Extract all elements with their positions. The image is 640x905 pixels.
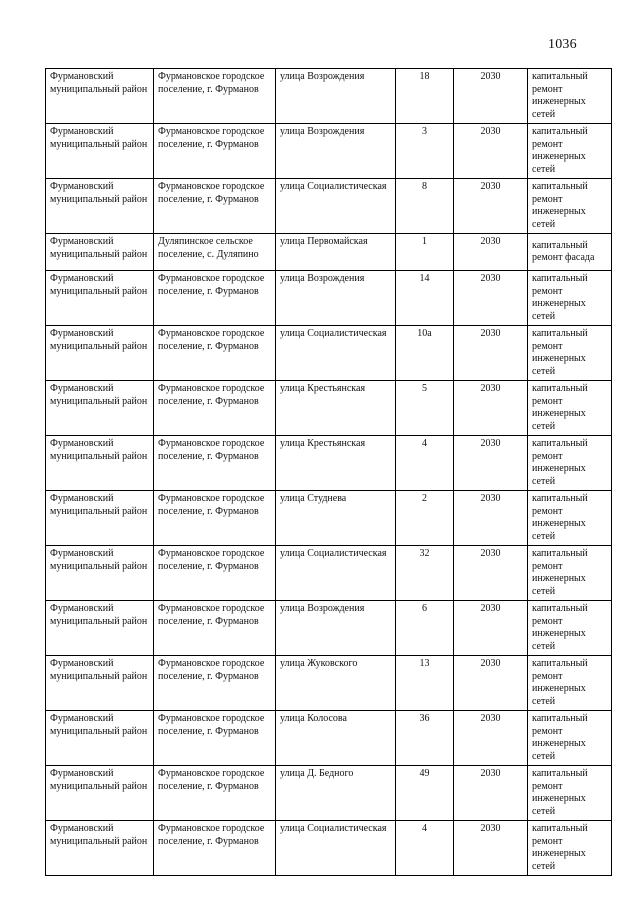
- work-type-cell: капитальный ремонт инженерных сетей: [528, 491, 612, 546]
- district-cell: Фурмановский муниципальный район: [46, 546, 154, 601]
- year-cell: 2030: [454, 711, 528, 766]
- repair-schedule-table: [45, 68, 612, 876]
- settlement-cell: Фурмановское городское поселение, г. Фурманов: [154, 656, 276, 711]
- settlement-cell: Фурмановское городское поселение, г. Фурманов: [154, 326, 276, 381]
- work-type-cell: капитальный ремонт инженерных сетей: [528, 601, 612, 656]
- year-cell: 2030: [454, 381, 528, 436]
- table-row: [46, 326, 612, 381]
- street-cell: улица Студнева: [276, 491, 396, 546]
- work-type-cell: капитальный ремонт инженерных сетей: [528, 656, 612, 711]
- street-cell: улица Социалистическая: [276, 179, 396, 234]
- settlement-cell: Фурмановское городское поселение, г. Фурманов: [154, 69, 276, 124]
- year-cell: 2030: [454, 326, 528, 381]
- settlement-cell: Фурмановское городское поселение, г. Фурманов: [154, 179, 276, 234]
- district-cell: Фурмановский муниципальный район: [46, 69, 154, 124]
- house-number-cell: 5: [396, 381, 454, 436]
- district-cell: Фурмановский муниципальный район: [46, 601, 154, 656]
- year-cell: 2030: [454, 821, 528, 876]
- work-type-cell: капитальный ремонт инженерных сетей: [528, 326, 612, 381]
- settlement-cell: Фурмановское городское поселение, г. Фурманов: [154, 491, 276, 546]
- settlement-cell: Фурмановское городское поселение, г. Фурманов: [154, 821, 276, 876]
- street-cell: улица Крестьянская: [276, 436, 396, 491]
- table-row: [46, 821, 612, 876]
- district-cell: Фурмановский муниципальный район: [46, 711, 154, 766]
- street-cell: улица Социалистическая: [276, 821, 396, 876]
- house-number-cell: 10а: [396, 326, 454, 381]
- table-row: [46, 436, 612, 491]
- house-number-cell: 36: [396, 711, 454, 766]
- house-number-cell: 8: [396, 179, 454, 234]
- street-cell: улица Колосова: [276, 711, 396, 766]
- table-row: [46, 271, 612, 326]
- page-number: 1036: [548, 37, 577, 52]
- street-cell: улица Возрождения: [276, 601, 396, 656]
- house-number-cell: 3: [396, 124, 454, 179]
- settlement-cell: Фурмановское городское поселение, г. Фурманов: [154, 546, 276, 601]
- work-type-cell: капитальный ремонт инженерных сетей: [528, 821, 612, 876]
- house-number-cell: 2: [396, 491, 454, 546]
- house-number-cell: 32: [396, 546, 454, 601]
- settlement-cell: Фурмановское городское поселение, г. Фурманов: [154, 381, 276, 436]
- district-cell: Фурмановский муниципальный район: [46, 381, 154, 436]
- year-cell: 2030: [454, 234, 528, 271]
- table-row: [46, 179, 612, 234]
- settlement-cell: Фурмановское городское поселение, г. Фурманов: [154, 271, 276, 326]
- street-cell: улица Первомайская: [276, 234, 396, 271]
- settlement-cell: Фурмановское городское поселение, г. Фурманов: [154, 766, 276, 821]
- work-type-cell: капитальный ремонт инженерных сетей: [528, 69, 612, 124]
- district-cell: Фурмановский муниципальный район: [46, 179, 154, 234]
- year-cell: 2030: [454, 656, 528, 711]
- street-cell: улица Крестьянская: [276, 381, 396, 436]
- street-cell: улица Возрождения: [276, 124, 396, 179]
- table-row: [46, 491, 612, 546]
- year-cell: 2030: [454, 179, 528, 234]
- year-cell: 2030: [454, 766, 528, 821]
- house-number-cell: 4: [396, 821, 454, 876]
- year-cell: 2030: [454, 271, 528, 326]
- work-type-cell: капитальный ремонт инженерных сетей: [528, 271, 612, 326]
- settlement-cell: Фурмановское городское поселение, г. Фурманов: [154, 711, 276, 766]
- table-row: [46, 656, 612, 711]
- year-cell: 2030: [454, 436, 528, 491]
- house-number-cell: 49: [396, 766, 454, 821]
- work-type-cell: капитальный ремонт инженерных сетей: [528, 766, 612, 821]
- table-row: [46, 381, 612, 436]
- work-type-cell: капитальный ремонт инженерных сетей: [528, 124, 612, 179]
- house-number-cell: 4: [396, 436, 454, 491]
- district-cell: Фурмановский муниципальный район: [46, 234, 154, 271]
- district-cell: Фурмановский муниципальный район: [46, 124, 154, 179]
- house-number-cell: 6: [396, 601, 454, 656]
- work-type-cell: капитальный ремонт инженерных сетей: [528, 179, 612, 234]
- settlement-cell: Дуляпинское сельское поселение, с. Дуляпино: [154, 234, 276, 271]
- district-cell: Фурмановский муниципальный район: [46, 491, 154, 546]
- table-row: [46, 766, 612, 821]
- district-cell: Фурмановский муниципальный район: [46, 271, 154, 326]
- house-number-cell: 13: [396, 656, 454, 711]
- house-number-cell: 1: [396, 234, 454, 271]
- settlement-cell: Фурмановское городское поселение, г. Фурманов: [154, 436, 276, 491]
- table-row: [46, 69, 612, 124]
- table-row: [46, 711, 612, 766]
- district-cell: Фурмановский муниципальный район: [46, 766, 154, 821]
- table-row: [46, 234, 612, 271]
- table-row: [46, 601, 612, 656]
- street-cell: улица Жуковского: [276, 656, 396, 711]
- district-cell: Фурмановский муниципальный район: [46, 821, 154, 876]
- settlement-cell: Фурмановское городское поселение, г. Фурманов: [154, 601, 276, 656]
- table-row: [46, 546, 612, 601]
- street-cell: улица Социалистическая: [276, 546, 396, 601]
- street-cell: улица Д. Бедного: [276, 766, 396, 821]
- district-cell: Фурмановский муниципальный район: [46, 656, 154, 711]
- year-cell: 2030: [454, 491, 528, 546]
- work-type-cell: капитальный ремонт инженерных сетей: [528, 546, 612, 601]
- work-type-cell: капитальный ремонт инженерных сетей: [528, 381, 612, 436]
- year-cell: 2030: [454, 546, 528, 601]
- table-row: [46, 124, 612, 179]
- year-cell: 2030: [454, 69, 528, 124]
- house-number-cell: 14: [396, 271, 454, 326]
- house-number-cell: 18: [396, 69, 454, 124]
- work-type-cell: капитальный ремонт инженерных сетей: [528, 711, 612, 766]
- street-cell: улица Возрождения: [276, 69, 396, 124]
- street-cell: улица Возрождения: [276, 271, 396, 326]
- work-type-cell: капитальный ремонт инженерных сетей: [528, 436, 612, 491]
- work-type-cell: капитальный ремонт фасада: [528, 234, 612, 271]
- year-cell: 2030: [454, 124, 528, 179]
- street-cell: улица Социалистическая: [276, 326, 396, 381]
- district-cell: Фурмановский муниципальный район: [46, 436, 154, 491]
- district-cell: Фурмановский муниципальный район: [46, 326, 154, 381]
- settlement-cell: Фурмановское городское поселение, г. Фурманов: [154, 124, 276, 179]
- year-cell: 2030: [454, 601, 528, 656]
